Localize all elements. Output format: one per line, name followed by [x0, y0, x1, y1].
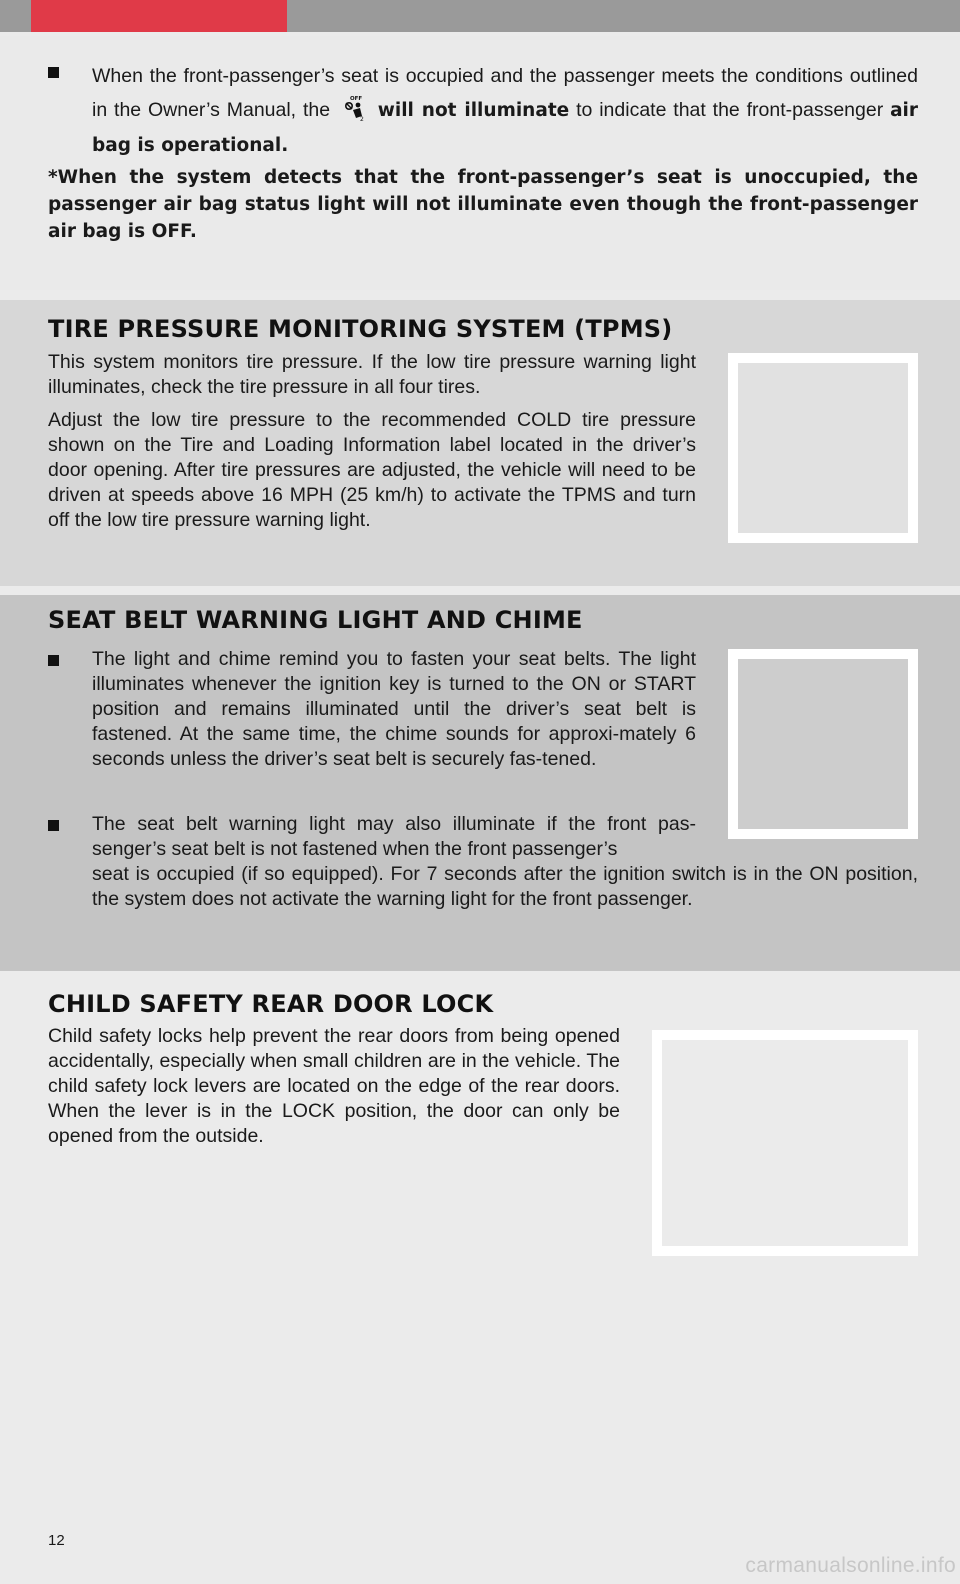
- airbag-line2-pre: outlined in the Owner’s Manual, the: [92, 65, 918, 121]
- bullet-square-icon: [48, 820, 59, 831]
- page-number: 12: [48, 1532, 65, 1549]
- airbag-line3-pre: front-passenger: [746, 99, 884, 121]
- passenger-airbag-off-icon: [341, 94, 367, 122]
- airbag-line2-post: to indicate that the: [576, 99, 740, 121]
- svg-text:2: 2: [359, 116, 364, 122]
- tpms-image-placeholder: [738, 363, 908, 533]
- child-lock-section: [0, 980, 960, 1584]
- seatbelt-warning-light-image: [728, 649, 918, 839]
- tpms-paragraph-2: Adjust the low tire pressure to the recommended COLD tire pressure shown on the Tire and Loading Information label located in the driver’s door opening. After tire pressures are adjusted, the vehicle will need to be driven at speeds above 16 MPH (25 km/h) to activate the TPMS and turn off the low tire pressure warning light.: [48, 409, 696, 531]
- seatbelt-heading: SEAT BELT WARNING LIGHT AND CHIME: [48, 606, 583, 634]
- tpms-section: [0, 300, 960, 586]
- airbag-line2-bold: will not illuminate: [377, 100, 570, 121]
- child-lock-heading: CHILD SAFETY REAR DOOR LOCK: [48, 990, 494, 1018]
- airbag-bullet-text: [92, 59, 918, 163]
- seatbelt-bullet-1-text: The light and chime remind you to fasten your seat belts. The light illuminates whenever the ignition key is turned to the ON or START position and remains illuminated until the driver’s seat belt is fastened. At the same time, the chime sounds for approxi-mately 6 seconds unless the driver’s seat belt is securely fas-tened.: [92, 648, 696, 770]
- airbag-line3-bold: air bag is operational.: [92, 100, 919, 156]
- tpms-warning-light-image: [728, 353, 918, 543]
- seatbelt-bullet-2-part1: The seat belt warning light may also illuminate if the front pas-senger’s seat belt is not fastened when the front passenger’s: [92, 813, 696, 860]
- bullet-square-icon: [48, 655, 59, 666]
- child-lock-paragraph: Child safety locks help prevent the rear doors from being opened accidentally, especially when small children are in the vehicle. The child safety lock levers are located on the edge of the rear doors. When the lever is in the LOCK position, the door can only be opened from the outside.: [48, 1025, 620, 1147]
- airbag-section: [0, 36, 960, 290]
- child-lock-illustration: [652, 1030, 918, 1256]
- airbag-bullet: [48, 59, 918, 163]
- airbag-note: *When the system detects that the front-passenger’s seat is unoccupied, the passenger air bag status light will not illuminate even though the front-passenger air bag is OFF.: [48, 167, 918, 242]
- seatbelt-section: [0, 595, 960, 971]
- tpms-paragraph-1: This system monitors tire pressure. If the low tire pressure warning light illuminates, check the tire pressure in all four tires.: [48, 351, 696, 398]
- header-accent-tab: [31, 0, 287, 32]
- top-header-bar: [0, 0, 960, 32]
- tpms-heading: TIRE PRESSURE MONITORING SYSTEM (TPMS): [48, 315, 673, 343]
- child-lock-image-placeholder: [662, 1040, 908, 1246]
- site-watermark: carmanualsonline.info: [745, 1554, 956, 1577]
- seatbelt-bullet-1: [48, 647, 696, 772]
- seatbelt-bullet-2-part2: seat is occupied (if so equipped). For 7 seconds after the ignition switch is in the ON position, the system does not activate the warning light for the front passenger.: [92, 863, 918, 910]
- seatbelt-image-placeholder: [738, 659, 908, 829]
- airbag-icon-off-label: OFF: [349, 96, 363, 102]
- airbag-line1: When the front-passenger’s seat is occupied and the passenger meets the conditions: [92, 65, 843, 87]
- bullet-square-icon: [48, 67, 59, 78]
